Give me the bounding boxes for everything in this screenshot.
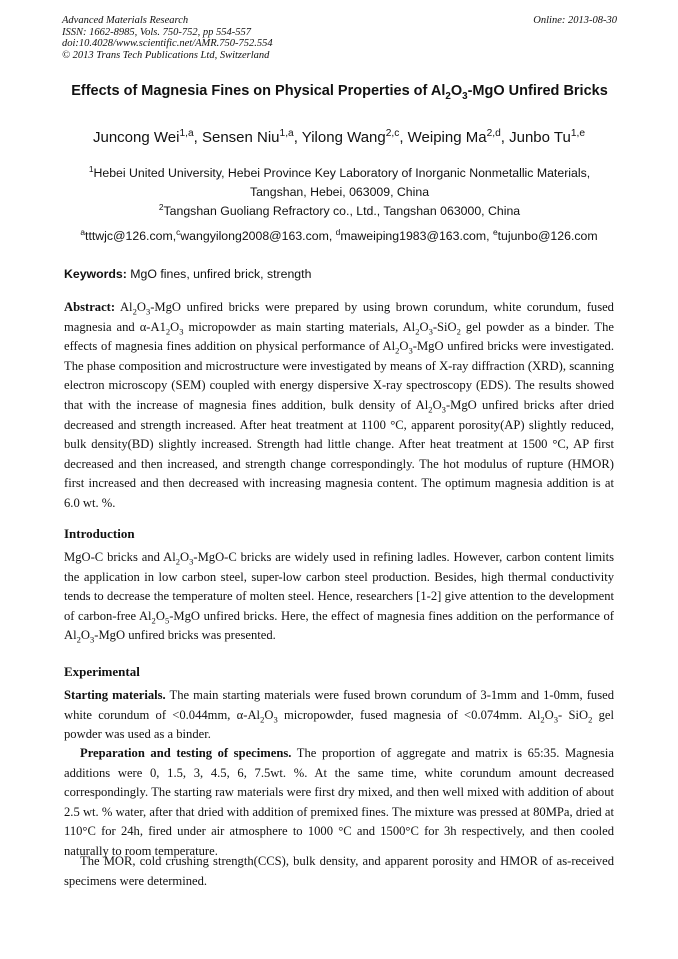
abstract: Abstract: $Al_2O_3$-MgO unfired bricks were prepared by using brown corundum, white corundum, fused magnesia and $\alpha-A1_2O_3$ micropowder as main starting materials, $Al_2O_3-SiO_2$ gel powder as a binder. The effects of magnesia fines addition on physical performance of $Al_2O_3$-MgO unfired bricks were investigated. The phase composition and microstructure were investigated by means of X-ray diffraction (XRD), scanning electron microscopy (SEM) coupled with energy dispersive X-ray spectroscopy (EDS). The results showed that with the increase of magnesia fines addition, bulk density of $Al_2O_3$-MgO unfired bricks after dried decreased and strength increased. After heat treatment at 1100 °C, apparent porosity(AP) slightly reduced, bulk density(BD) slightly increased. Strength had little change. After heat treatment at 1500 °C, AP first decreased and then increased, and strength change correspondingly. The hot modulus of rupture (HMOR) first increased and then decreased with increasing magnesia content. The optimum magnesia addition is at 6.0 wt. %. [64,300,615,510]
affiliation-1: $^1$Hebei United University, Hebei Province Key Laboratory of Inorganic Nonmetallic Materials, Tangshan, Hebei, 063009, China [88,163,591,199]
author: Sensen Niu$^{1,a}$, [201,128,302,146]
starting-materials-text: Starting materials. The main starting materials were fused brown corundum of 3-1mm and 1-0mm, fused white corundum of <0.044mm, $\alpha-Al_2O_3$ micropowder, fused magnesia of <0.074mm. $Al_2O_3-$ SiO$_2$ gel powder was used as a binder. [64,688,615,742]
author: Juncong Wei$^{1,a}$, [93,128,202,146]
email: $^d$maweiping1983@163.com, [335,226,493,243]
introduction-text: MgO-C bricks and $Al_2O_3-MgO-C$ bricks are widely used in refining ladles. However, carbon content limits the application in low carbon steel, super-low carbon steel production. Besides, high thermal conductivity tends to decrease the temperature of molten steel. Hence, researchers [1-2] give attention to the development of carbon-free $Al_2O_5$-MgO unfired bricks. Here, the effect of magnesia fines addition on the performance of $Al_2O_3$-MgO unfired bricks was presented. [64,550,614,645]
experimental-heading: Experimental [64,664,140,679]
online-date: Online: 2013-08-30 [533,15,617,26]
author: Yilong Wang$^{2,c}$, [301,128,408,146]
author: Weiping Ma$^{2,d}$, [407,128,510,146]
journal-name: Advanced Materials Research [62,15,189,26]
email: $^c$wangyilong2008@163.com, [176,226,336,243]
copyright-line: © 2013 Trans Tech Publications Ltd, Switzerland [62,49,270,61]
paper-title: Effects of Magnesia Fines on Physical Properties of $Al_2O_3$-MgO Unfired Bricks [71,83,608,102]
email: $^a$tttwjc@126.com, [80,226,177,243]
testing-text: The MOR, cold crushing strength(CCS), bulk density, and apparent porosity and HMOR of as-received specimens were determined. [64,854,614,888]
email-list [40,228,638,244]
preparation-text: Preparation and testing of specimens. The proportion of aggregate and matrix is 65:35. Magnesia additions were 0, 1.5, 3, 4.5, 6, 7.5wt. %. At the same time, white corundum amount decreased correspondingly. The starting raw materials were first dry mixed, and then well mixed with addition of about 2.5 wt. % water, after that dried with addition of premixed fines. The mixture was pressed at 80MPa, dried at 110°C for 24h, fired under air atmosphere to 1000 °C and 1500°C for 3h respectively, and then cooled naturally to room temperature. [64,746,614,858]
affiliation-2: $^2$Tangshan Guoliang Refractory co., Ltd., Tangshan 063000, China [158,201,521,218]
introduction-heading: Introduction [64,526,135,541]
keywords: Keywords: MgO fines, unfired brick, strength [64,267,312,281]
author: Junbo Tu$^{1,e}$ [509,128,585,146]
doi-line: doi:10.4028/www.scientific.net/AMR.750-752.554 [62,38,273,49]
issn-line: ISSN: 1662-8985, Vols. 750-752, pp 554-557 [62,26,251,38]
journal-header [62,15,617,61]
email: $^e$tujunbo@126.com [492,226,598,243]
author-list [40,128,638,148]
